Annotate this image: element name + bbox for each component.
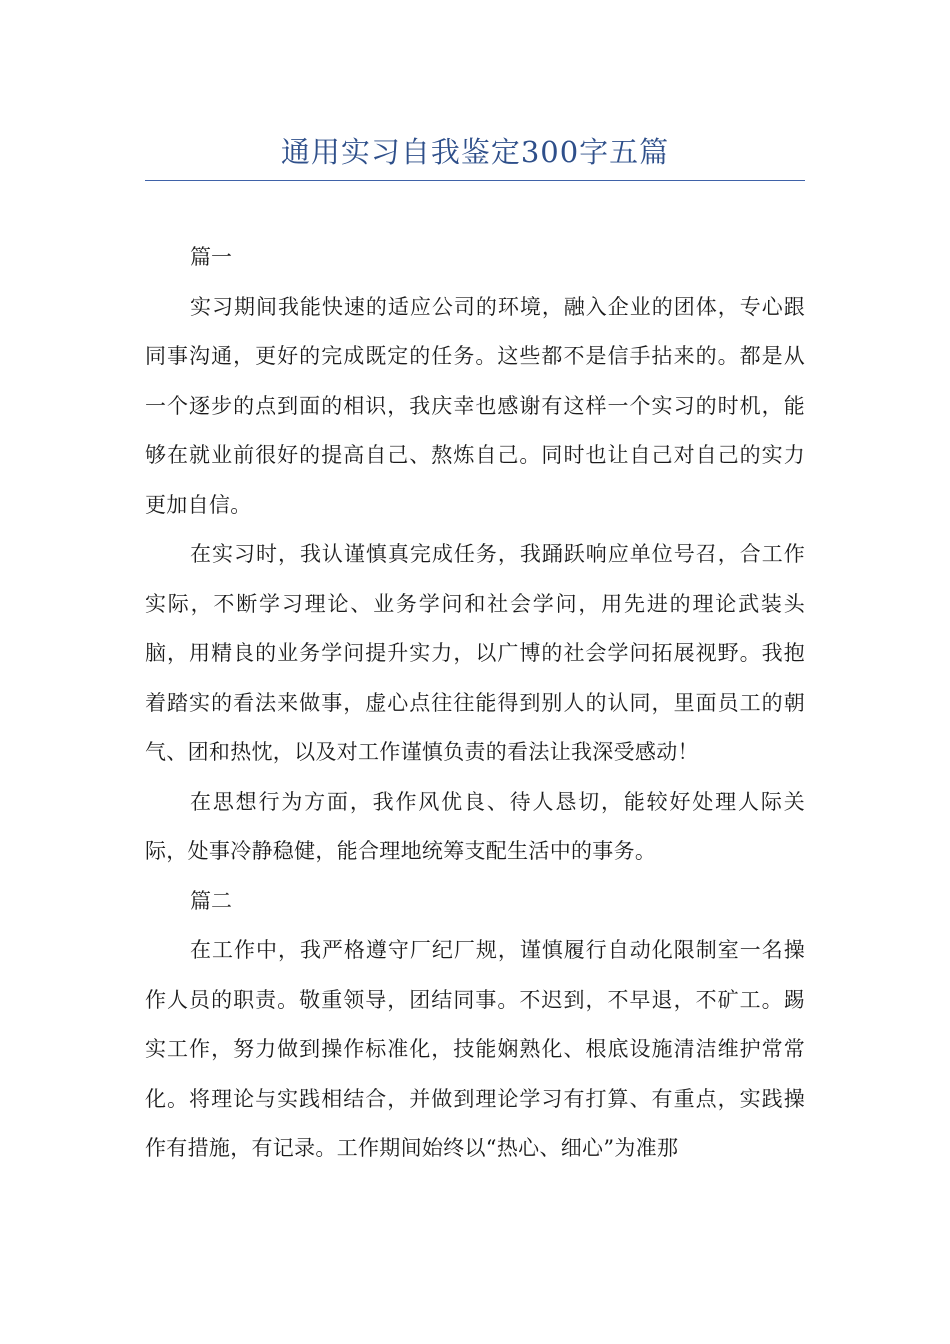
document-title: 通用实习自我鉴定300字五篇 — [280, 135, 670, 169]
paragraph-4: 在工作中，我严格遵守厂纪厂规，谨慎履行自动化限制室一名操作人员的职责。敬重领导，团结同事。不迟到，不早退，不矿工。踢实工作，努力做到操作标准化，技能娴熟化、根底设施清洁维护常常化。将理论与实践相结合，并做到理论学习有打算、有重点，实践操作有措施，有记录。工作期间始终以“热心、细心”为准那 — [145, 938, 805, 1160]
document-body — [145, 233, 805, 1174]
paragraph-2: 在实习时，我认谨慎真完成任务，我踊跃响应单位号召，合工作实际，不断学习理论、业务学问和社会学问，用先进的理论武装头脑，用精良的业务学问提升实力，以广博的社会学问拓展视野。我抱着踏实的看法来做事，虚心点往往能得到别人的认同，里面员工的朝气、团和热忱，以及对工作谨慎负责的看法让我深受感动！ — [145, 542, 805, 764]
section-heading-2: 篇二 — [190, 888, 232, 913]
paragraph-1: 实习期间我能快速的适应公司的环境，融入企业的团体，专心跟同事沟通，更好的完成既定的任务。这些都不是信手拈来的。都是从一个逐步的点到面的相识，我庆幸也感谢有这样一个实习的时机，能够在就业前很好的提高自己、熬炼自己。同时也让自己对自己的实力更加自信。 — [145, 294, 805, 517]
paragraph-3: 在思想行为方面，我作风优良、待人恳切，能较好处理人际关际，处事冷静稳健，能合理地统筹支配生活中的事务。 — [145, 789, 805, 863]
title-underline — [145, 180, 805, 181]
section-heading-1: 篇一 — [190, 245, 232, 269]
